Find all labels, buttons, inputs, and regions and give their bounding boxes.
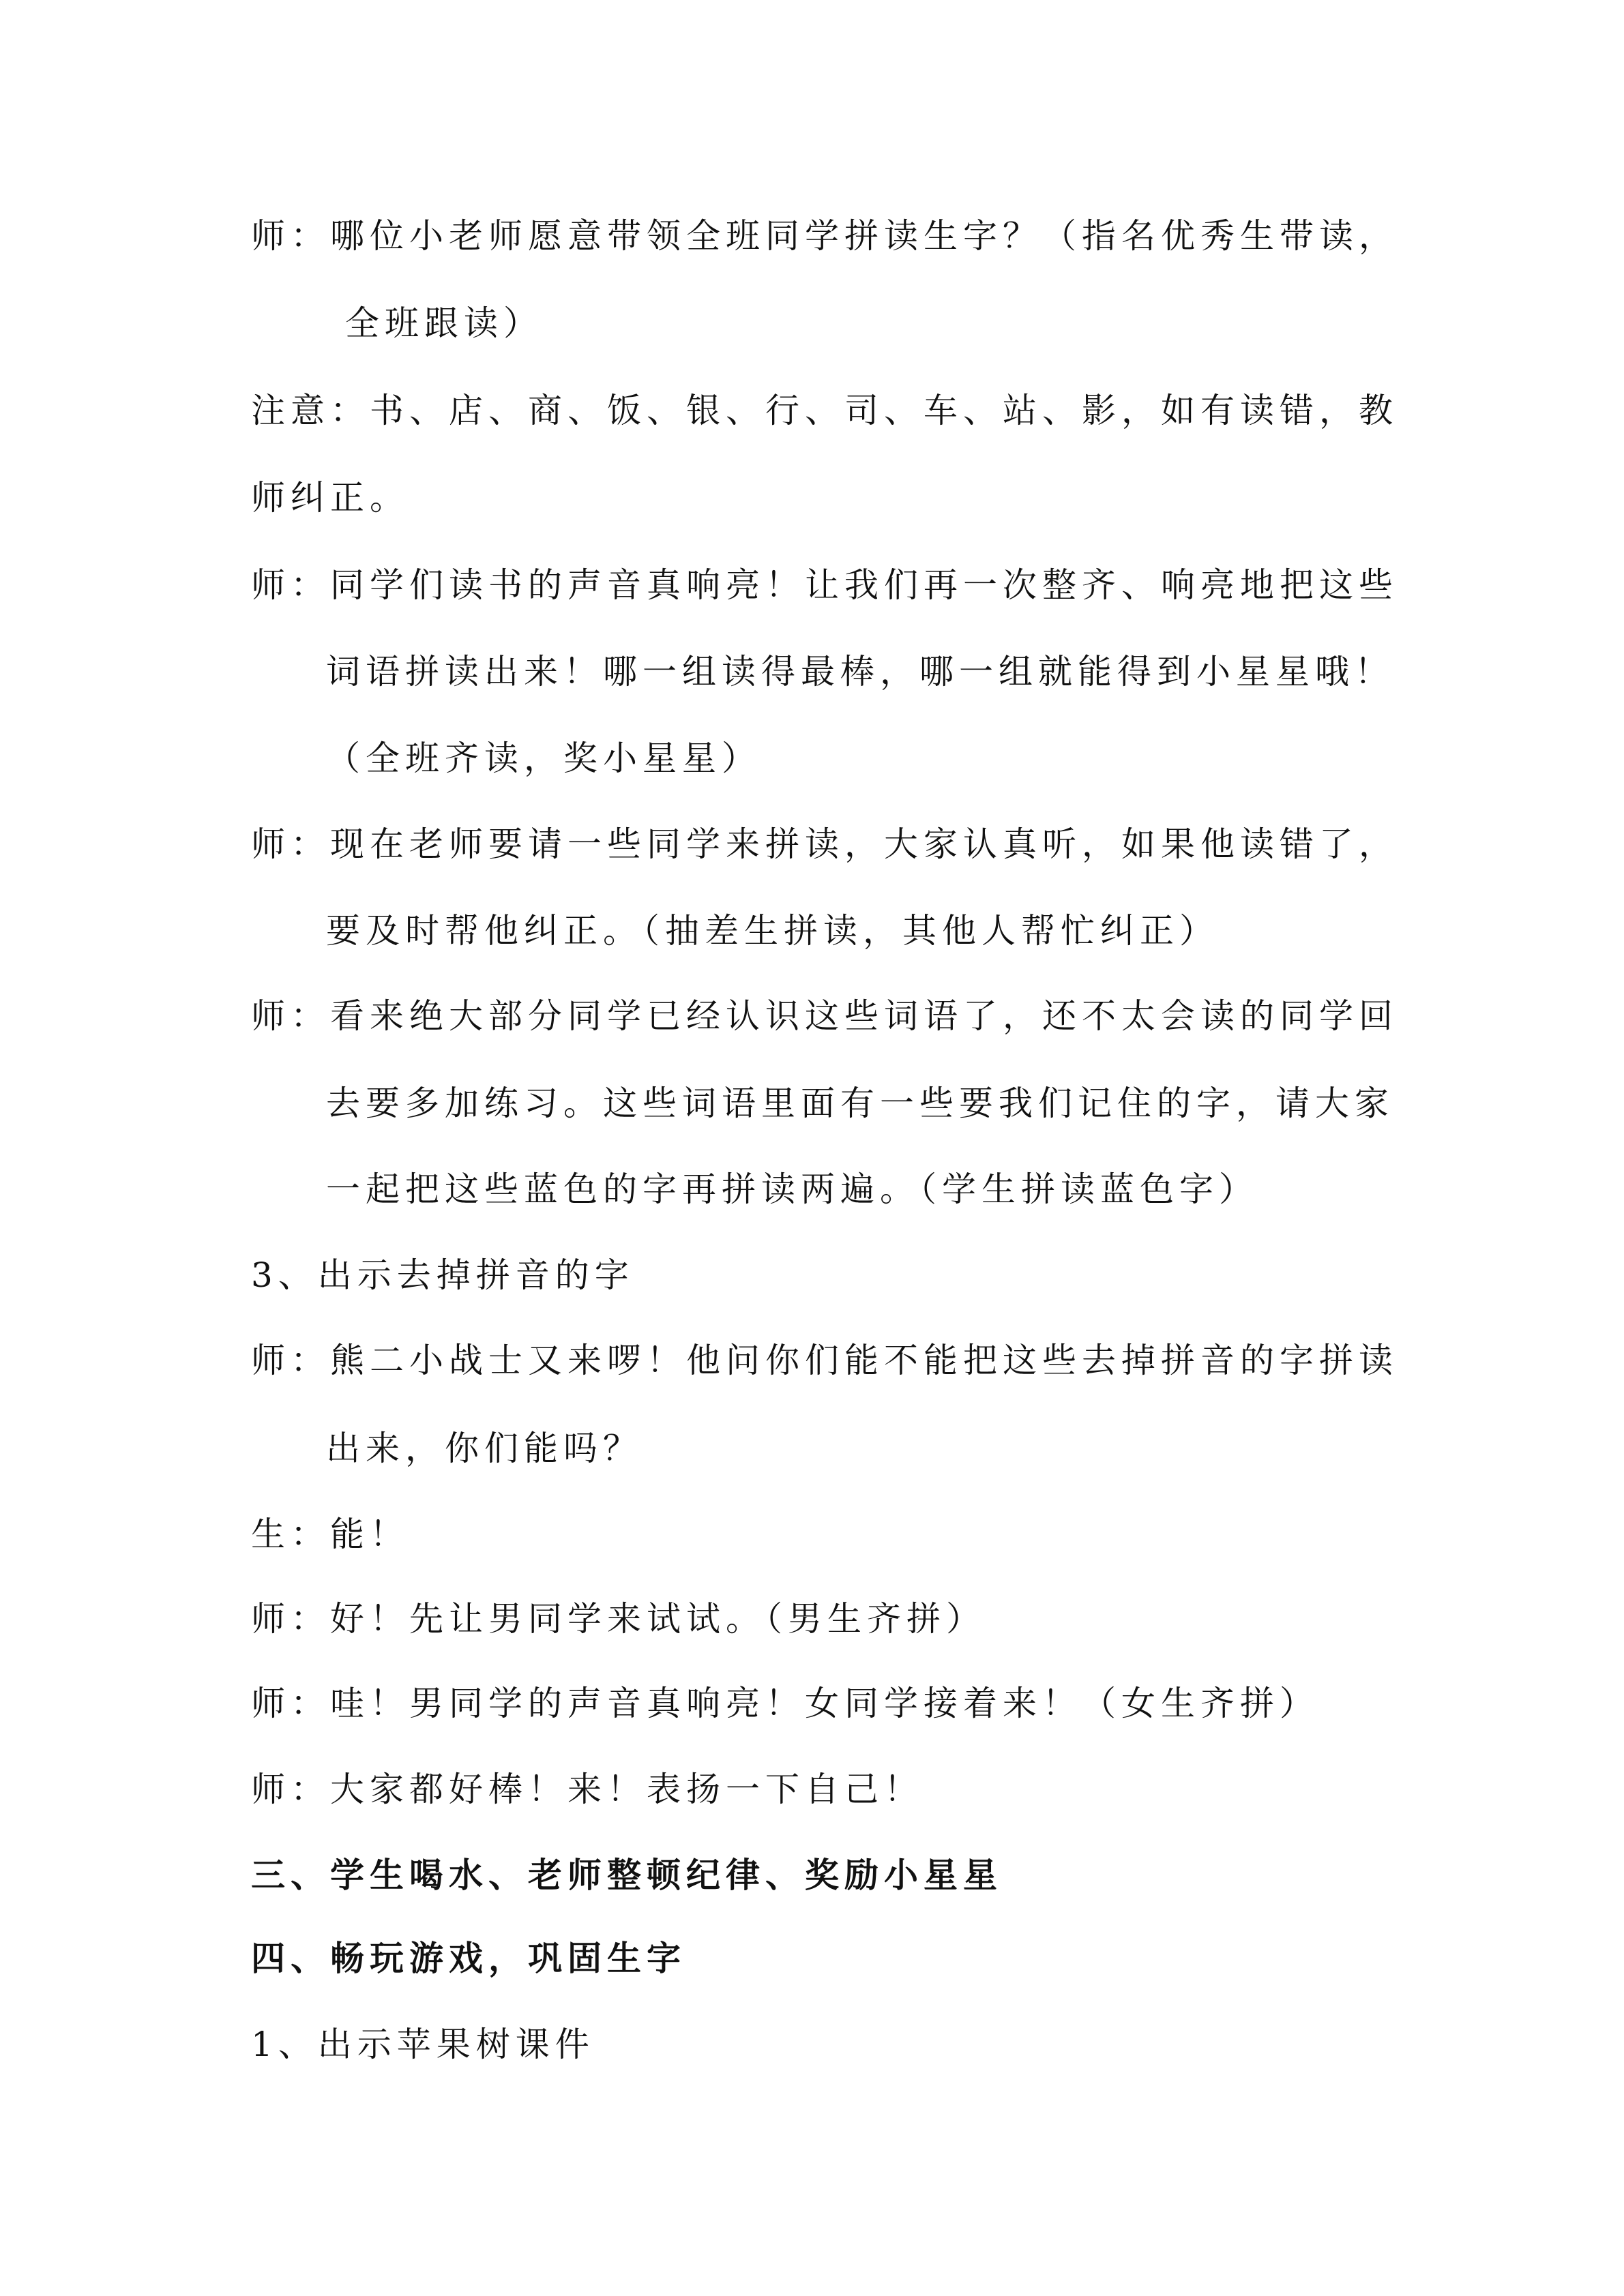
step-1-heading: 1、出示苹果树课件 (251, 2025, 595, 2064)
teacher-line-2-cont2: （全班齐读，奖小星星） (326, 739, 761, 778)
teacher-line-6: 师：好！先让男同学来试试。（男生齐拼） (251, 1599, 986, 1639)
step-3-heading: 3、出示去掉拼音的字 (251, 1255, 634, 1295)
teacher-line-5: 师：熊二小战士又来啰！他问你们能不能把这些去掉拼音的字拼读 (251, 1341, 1398, 1380)
section-3-heading: 三、学生喝水、老师整顿纪律、奖励小星星 (251, 1855, 1003, 1895)
teacher-line-5-cont: 出来，你们能吗？ (326, 1429, 643, 1468)
teacher-line-3-cont: 要及时帮他纠正。（抽差生拼读，其他人帮忙纠正） (326, 911, 1219, 951)
teacher-line-7: 师：哇！男同学的声音真响亮！女同学接着来！（女生齐拼） (251, 1684, 1319, 1723)
teacher-line-2: 师：同学们读书的声音真响亮！让我们再一次整齐、响亮地把这些 (251, 565, 1398, 605)
note-line: 注意：书、店、商、饭、银、行、司、车、站、影，如有读错，教 (251, 391, 1398, 430)
note-line-cont: 师纠正。 (251, 478, 409, 518)
teacher-line-8: 师：大家都好棒！来！表扬一下自己！ (251, 1770, 924, 1809)
student-line: 生：能！ (251, 1515, 409, 1554)
teacher-line-2-cont: 词语拼读出来！哪一组读得最棒，哪一组就能得到小星星哦！ (326, 652, 1394, 691)
section-4-heading: 四、畅玩游戏，巩固生字 (251, 1938, 686, 1978)
teacher-line-1: 师：哪位小老师愿意带领全班同学拼读生字？（指名优秀生带读， (251, 216, 1398, 256)
teacher-line-4-cont: 去要多加练习。这些词语里面有一些要我们记住的字，请大家 (326, 1084, 1394, 1123)
teacher-line-1-cont: 全班跟读） (345, 303, 543, 343)
teacher-line-3: 师：现在老师要请一些同学来拼读，大家认真听，如果他读错了， (251, 824, 1398, 864)
teacher-line-4-cont2: 一起把这些蓝色的字再拼读两遍。（学生拼读蓝色字） (326, 1169, 1258, 1209)
teacher-line-4: 师：看来绝大部分同学已经认识这些词语了，还不太会读的同学回 (251, 996, 1398, 1036)
